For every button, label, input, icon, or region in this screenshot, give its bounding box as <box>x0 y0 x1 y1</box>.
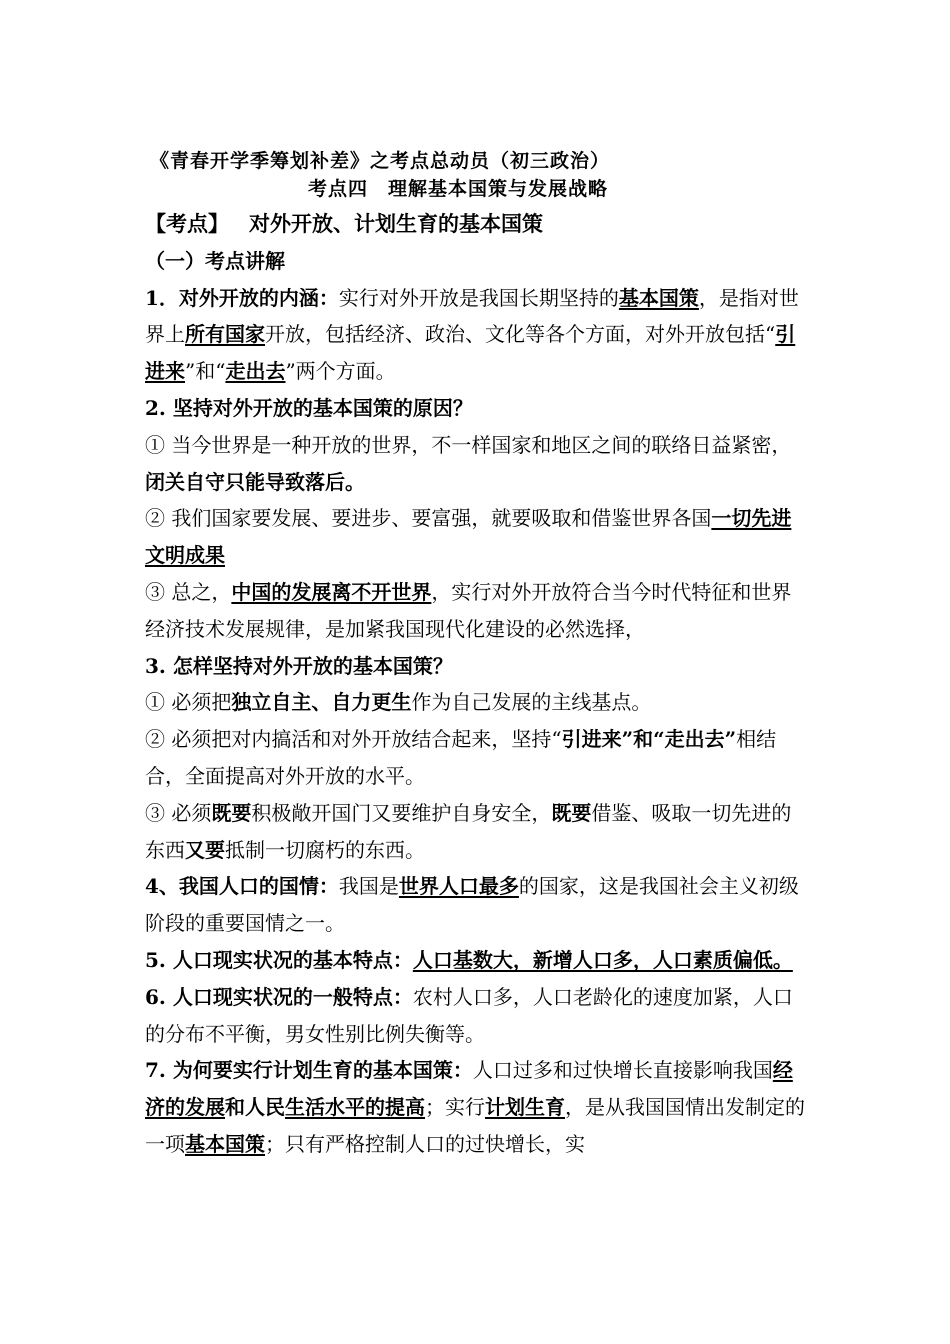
p2-item3-text: ，实行对外开放符合当今时代特征和世界经济技术发展规律，是加紧我国现代化建设的必然选择， <box>145 579 792 641</box>
p2-item2-text: ② 我们国家要发展、要进步、要富强，就要吸取和借鉴世界各国 <box>145 506 712 531</box>
p2-item1-text: ① 当今世界是一种开放的世界，不一样国家和地区之间的联络日益紧密， <box>145 432 792 457</box>
p4-text: 我国是 <box>338 874 399 899</box>
p3-item3-text: 积极敞开国门又要维护自身安全， <box>251 800 552 825</box>
p3-heading: 3. 怎样坚持对外开放的基本国策？ <box>145 653 453 678</box>
paragraph-2-item-2 <box>145 500 810 574</box>
paragraph-3-item-1 <box>145 684 810 721</box>
p3-item3-bold: 又要 <box>185 837 225 862</box>
section-heading <box>145 206 810 243</box>
paragraph-5 <box>145 942 810 979</box>
p7-bold: 和人民 <box>225 1095 285 1120</box>
p7-text: ；只有严格控制人口的过快增长，实 <box>265 1131 585 1156</box>
section-bracket: 【考点】 <box>145 211 229 236</box>
document-title: 《青春开学季筹划补差》之考点总动员（初三政治） <box>150 150 611 172</box>
p1-underline: 基本国策 <box>618 285 699 310</box>
p4-underline: 世界人口最多 <box>398 874 519 899</box>
p3-item3-text: ③ 必须 <box>145 800 212 825</box>
p3-item2-text: 相结合，全面提高对外开放的水平。 <box>145 727 777 788</box>
paragraph-7 <box>145 1052 810 1162</box>
p2-item3-text: ③ 总之， <box>145 579 232 604</box>
p7-underline: 经济的发展 <box>145 1058 793 1120</box>
p5-heading: 5. 人口现实状况的基本特点： <box>145 947 413 972</box>
p5-underline: 人口基数大，新增人口多，人口素质偏低。 <box>412 947 793 972</box>
section-topic: 对外开放、计划生育的基本国策 <box>249 211 544 236</box>
p4-heading: 4、我国人口的国情： <box>145 874 339 899</box>
p7-underline: 基本国策 <box>185 1131 265 1156</box>
p3-item1-text: 作为自己发展的主线基点。 <box>411 690 652 715</box>
p1-text: ”两个方面。 <box>285 359 396 384</box>
p7-heading: 7. 为何要实行计划生育的基本国策： <box>145 1058 473 1083</box>
p2-item1-bold: 闭关自守只能导致落后。 <box>145 469 365 494</box>
p3-item3-text: 借鉴、吸取一切先进的东西 <box>145 800 792 862</box>
p6-heading: 6. 人口现实状况的一般特点： <box>145 984 413 1009</box>
p1-underline: 所有国家 <box>185 322 265 347</box>
paragraph-3-heading <box>145 648 810 685</box>
paragraph-2-heading <box>145 390 810 427</box>
p7-underline: 计划生育 <box>485 1095 565 1120</box>
p1-text: ”和“ <box>185 359 226 384</box>
p3-item3-bold: 既要 <box>551 800 592 825</box>
p7-text: ，是从我国国情出发制定的一项 <box>145 1095 805 1156</box>
paragraph-3-item-2 <box>145 721 810 795</box>
paragraph-3-item-3 <box>145 795 810 869</box>
p4-text: 的国家，这是我国社会主义初级阶段的重要国情之一。 <box>145 874 799 936</box>
p3-item2-text: ② 必须把对内搞活和对外开放结合起来，坚持“ <box>145 727 562 752</box>
subsection-heading <box>145 243 810 280</box>
p7-underline: 生活水平的提高 <box>285 1095 425 1120</box>
paragraph-2-item-1 <box>145 427 810 501</box>
p1-text: 实行对外开放是我国长期坚持的 <box>338 285 619 310</box>
paragraph-2-item-3 <box>145 574 810 648</box>
p3-item2-bold: 引进来”和“走出去” <box>561 727 737 752</box>
p1-text: 开放，包括经济、政治、文化等各个方面，对外开放包括“ <box>265 322 776 347</box>
p3-item1-text: ① 必须把 <box>145 690 232 715</box>
p1-text: ，是指对世界上 <box>145 285 799 347</box>
p7-text: 人口过多和过快增长直接影响我国 <box>472 1058 773 1083</box>
paragraph-4 <box>145 868 810 942</box>
p1-underline: 引进来 <box>145 322 796 384</box>
p1-underline: 走出去 <box>225 359 286 384</box>
p2-heading: 2. 坚持对外开放的基本国策的原因？ <box>145 395 473 420</box>
paragraph-6 <box>145 979 810 1053</box>
p3-item3-bold: 既要 <box>211 800 252 825</box>
p6-text: 农村人口多，人口老龄化的速度加紧，人口的分布不平衡，男女性别比例失衡等。 <box>145 984 793 1046</box>
p2-item2-underline: 一切先进文明成果 <box>145 506 792 568</box>
p3-item1-bold: 独立自主、自力更生 <box>231 690 412 715</box>
p2-item3-underline: 中国的发展离不开世界 <box>231 579 432 604</box>
document-subtitle: 考点四 理解基本国策与发展战略 <box>308 178 609 200</box>
p1-heading: 1．对外开放的内涵： <box>145 285 339 310</box>
p7-text: ；实行 <box>425 1095 485 1120</box>
subsection-label: （一）考点讲解 <box>145 248 285 273</box>
paragraph-1 <box>145 280 810 390</box>
p3-item3-text: 抵制一切腐朽的东西。 <box>225 837 425 862</box>
document-body <box>145 206 810 1163</box>
